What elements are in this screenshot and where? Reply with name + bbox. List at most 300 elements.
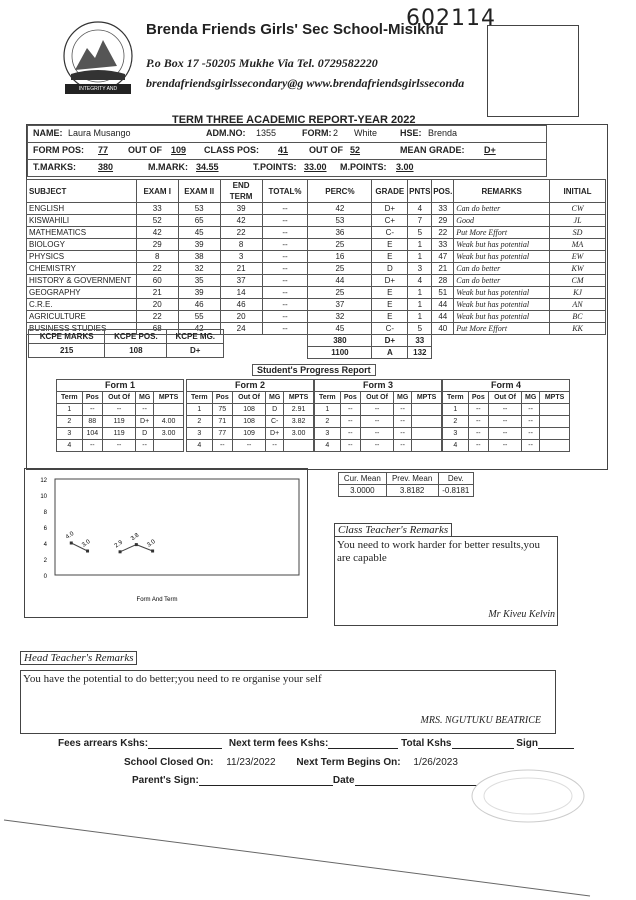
handwritten-number: 602114 [406, 6, 496, 31]
percent: 32 [308, 311, 372, 323]
subject-name: AGRICULTURE [27, 311, 137, 323]
progress-cell: 3 [315, 428, 341, 440]
date-label: Date [332, 775, 355, 786]
progress-cell: -- [488, 416, 521, 428]
exam1-score: 22 [136, 311, 178, 323]
logo-motto: INTEGRITY AND STRENGTH [78, 86, 118, 102]
points: 3 [408, 263, 432, 275]
mmark-label: M.MARK: [148, 162, 188, 172]
endterm-score: 46 [220, 299, 262, 311]
parent-sign-row [132, 775, 477, 786]
hse-value: Brenda [428, 128, 458, 138]
progress-cell: -- [266, 440, 284, 452]
remark: Weak but has potential [454, 287, 550, 299]
means-header: Cur. Mean [339, 473, 387, 485]
grade: C+ [372, 215, 408, 227]
remark: Put More Effort [454, 227, 550, 239]
endterm-score: 39 [220, 203, 262, 215]
sign-blank [538, 738, 574, 749]
subject-name: GEOGRAPHY [27, 287, 137, 299]
progress-subheader: Term [187, 392, 213, 404]
y-tick-label: 8 [43, 510, 47, 516]
x-axis-label: Form And Term [136, 597, 178, 603]
class-out-of-label: OUT OF [309, 145, 343, 155]
y-tick-label: 6 [43, 526, 47, 532]
progress-subheader: Pos [340, 392, 360, 404]
adm-label: ADM.NO: [206, 128, 246, 138]
exam1-score: 33 [136, 203, 178, 215]
class-pos-label: CLASS POS: [204, 145, 260, 155]
exam1-score: 29 [136, 239, 178, 251]
sign-label: Sign [516, 738, 538, 749]
progress-subheader: Pos [468, 392, 488, 404]
progress-row [443, 404, 570, 416]
subject-name: BIOLOGY [27, 239, 137, 251]
progress-cell: 3.00 [154, 428, 184, 440]
kcpe-mg: D+ [167, 344, 224, 358]
progress-cell: 88 [82, 416, 102, 428]
class-pos-value: 41 [278, 145, 289, 155]
progress-cell: C- [266, 416, 284, 428]
progress-cell: 77 [212, 428, 232, 440]
percent: 25 [308, 263, 372, 275]
subject-name: KISWAHILI [27, 215, 137, 227]
subject-row [27, 215, 606, 227]
progress-cell: -- [468, 440, 488, 452]
exam2-score: 42 [178, 323, 220, 335]
subject-row [27, 299, 606, 311]
name-label: NAME: [33, 128, 63, 138]
progress-row [315, 404, 442, 416]
subject-row [27, 263, 606, 275]
mean-grade-label: MEAN GRADE: [400, 145, 465, 155]
data-label: 4.0 [64, 530, 76, 541]
progress-cell: -- [468, 416, 488, 428]
points: 1 [408, 239, 432, 251]
fees-row [58, 738, 574, 749]
data-point [119, 550, 122, 553]
exam2-score: 39 [178, 287, 220, 299]
subject-row [27, 311, 606, 323]
y-tick-label: 4 [43, 542, 47, 548]
progress-cell: 3 [187, 428, 213, 440]
progress-subheader: MG [522, 392, 540, 404]
deviation: -0.8181 [438, 485, 473, 497]
progress-cell: 1 [443, 404, 469, 416]
percent: 44 [308, 275, 372, 287]
progress-cell: 119 [102, 428, 135, 440]
progress-subheader: Out Of [102, 392, 135, 404]
kcpe-header: KCPE POS. [105, 330, 167, 344]
progress-cell: -- [488, 428, 521, 440]
progress-cell: 1 [187, 404, 213, 416]
total-label: Total Kshs [401, 738, 452, 749]
position: 51 [432, 287, 454, 299]
progress-subheader: Out Of [488, 392, 521, 404]
progress-subheader: Term [443, 392, 469, 404]
marks-row [27, 159, 547, 177]
report-title: TERM THREE ACADEMIC REPORT-YEAR 2022 [172, 114, 416, 126]
form-pos-label: FORM POS: [33, 145, 84, 155]
progress-row [443, 428, 570, 440]
total-grade: D+ [372, 335, 408, 347]
endterm-score: 42 [220, 215, 262, 227]
student-name: Laura Musango [68, 128, 131, 138]
exam2-score: 65 [178, 215, 220, 227]
progress-cell: 71 [212, 416, 232, 428]
means-header: Prev. Mean [386, 473, 438, 485]
school-closed-label: School Closed On: [124, 757, 214, 768]
remark: Weak but has potential [454, 251, 550, 263]
progress-subheader: MPTS [540, 392, 570, 404]
progress-row [187, 404, 314, 416]
percent: 25 [308, 239, 372, 251]
progress-cell: 75 [212, 404, 232, 416]
y-tick-label: 2 [43, 558, 47, 564]
grade: C- [372, 227, 408, 239]
progress-row [57, 440, 184, 452]
y-tick-label: 12 [40, 478, 47, 484]
exam2-score: 55 [178, 311, 220, 323]
endterm-score: 22 [220, 227, 262, 239]
progress-cell [284, 440, 314, 452]
progress-cell: -- [102, 404, 135, 416]
exam2-score: 46 [178, 299, 220, 311]
percent: 37 [308, 299, 372, 311]
position-row [27, 142, 547, 160]
progress-cell: 119 [102, 416, 135, 428]
progress-subheader: Out Of [232, 392, 265, 404]
initial: CW [550, 203, 606, 215]
position: 33 [432, 239, 454, 251]
col-header: INITIAL [550, 180, 606, 203]
progress-cell: -- [136, 404, 154, 416]
progress-row [315, 428, 442, 440]
col-header: GRADE [372, 180, 408, 203]
subject-name: CHEMISTRY [27, 263, 137, 275]
progress-cell: 2 [57, 416, 83, 428]
class-teacher-remark: You need to work harder for better results,you are capable [337, 539, 540, 564]
tmarks-value: 380 [98, 162, 114, 172]
progress-subheader: MPTS [154, 392, 184, 404]
progress-cell: 3.00 [284, 428, 314, 440]
col-header: EXAM I [136, 180, 178, 203]
progress-subheader: Pos [212, 392, 232, 404]
progress-cell: -- [522, 428, 540, 440]
progress-subheader: MG [266, 392, 284, 404]
progress-cell: 2 [187, 416, 213, 428]
points: 1 [408, 311, 432, 323]
data-label: 3.8 [130, 532, 141, 543]
position: 47 [432, 251, 454, 263]
kcpe-marks: 215 [29, 344, 105, 358]
progress-form-header: Form 2 [187, 380, 314, 392]
points: 4 [408, 203, 432, 215]
col-header: REMARKS [454, 180, 550, 203]
data-point [86, 550, 89, 553]
overall-grade: A [372, 347, 408, 359]
school-closed-date: 11/23/2022 [226, 757, 276, 768]
progress-row [57, 404, 184, 416]
progress-cell: D+ [266, 428, 284, 440]
progress-form1-table [56, 379, 184, 452]
progress-chart [25, 469, 307, 617]
progress-row [443, 416, 570, 428]
progress-subheader: MG [394, 392, 412, 404]
dates-row [124, 757, 458, 768]
progress-row [443, 440, 570, 452]
remark: Can do better [454, 263, 550, 275]
school-logo [57, 18, 139, 100]
remark: Can do better [454, 275, 550, 287]
initial: KK [550, 323, 606, 335]
progress-cell: -- [360, 428, 393, 440]
progress-row [315, 440, 442, 452]
head-teacher-remark: You have the potential to do better;you need to re organise your self [23, 673, 322, 685]
total-percent: -- [262, 287, 308, 299]
progress-cell: 4 [57, 440, 83, 452]
progress-cell: -- [522, 404, 540, 416]
subject-name: BUSINESS STUDIES [27, 323, 137, 335]
plot-area [55, 479, 299, 575]
total-percent: -- [262, 203, 308, 215]
grade: D+ [372, 275, 408, 287]
tpoints-value: 33.00 [304, 162, 327, 172]
percent: 45 [308, 323, 372, 335]
exam2-score: 32 [178, 263, 220, 275]
exam1-score: 68 [136, 323, 178, 335]
school-email-web: brendafriendsgirlssecondary@g www.brendafriendsgirlsseconda [146, 76, 465, 90]
endterm-score: 20 [220, 311, 262, 323]
class-teacher-title: Class Teacher's Remarks [334, 523, 452, 537]
progress-cell: -- [394, 416, 412, 428]
possible-marks: 1100 [308, 347, 372, 359]
progress-form4-table [442, 379, 570, 452]
position: 21 [432, 263, 454, 275]
col-header: POS. [432, 180, 454, 203]
total-percent: -- [262, 275, 308, 287]
progress-cell [540, 404, 570, 416]
kcpe-table [28, 329, 224, 358]
progress-cell: -- [522, 440, 540, 452]
tmarks-label: T.MARKS: [33, 162, 76, 172]
col-header: EXAM II [178, 180, 220, 203]
progress-cell: -- [360, 404, 393, 416]
class-out-of-value: 52 [350, 145, 361, 155]
grade: E [372, 287, 408, 299]
progress-cell: 4 [187, 440, 213, 452]
next-term-fees-label: Next term fees Kshs: [228, 738, 329, 749]
initial: EW [550, 251, 606, 263]
initial: MA [550, 239, 606, 251]
remark: Can do better [454, 203, 550, 215]
initial: KJ [550, 287, 606, 299]
head-teacher-box [20, 670, 556, 734]
progress-form-header: Form 3 [315, 380, 442, 392]
kcpe-pos: 108 [105, 344, 167, 358]
total-percent: -- [262, 215, 308, 227]
position: 22 [432, 227, 454, 239]
progress-form-header: Form 1 [57, 380, 184, 392]
exam2-score: 45 [178, 227, 220, 239]
initial: SD [550, 227, 606, 239]
grade: C- [372, 323, 408, 335]
progress-cell: 1 [315, 404, 341, 416]
exam1-score: 20 [136, 299, 178, 311]
fees-arrears-blank [148, 738, 222, 749]
progress-cell: 3 [57, 428, 83, 440]
exam2-score: 39 [178, 239, 220, 251]
total-percent: -- [262, 239, 308, 251]
chart-container [24, 468, 308, 618]
endterm-score: 24 [220, 323, 262, 335]
progress-cell: -- [360, 416, 393, 428]
grade: E [372, 251, 408, 263]
total-percent: -- [262, 299, 308, 311]
progress-cell: 4.00 [154, 416, 184, 428]
subject-row [27, 239, 606, 251]
position: 33 [432, 203, 454, 215]
points: 4 [408, 275, 432, 287]
progress-cell: -- [488, 440, 521, 452]
progress-subheader: Term [315, 392, 341, 404]
mpoints-value: 3.00 [396, 162, 414, 172]
subject-name: MATHEMATICS [27, 227, 137, 239]
position: 29 [432, 215, 454, 227]
progress-row [57, 416, 184, 428]
percent: 42 [308, 203, 372, 215]
subject-name: ENGLISH [27, 203, 137, 215]
parent-sign-label: Parent's Sign: [132, 775, 199, 786]
col-header: PERC% [308, 180, 372, 203]
school-address: P.o Box 17 -50205 Mukhe Via Tel. 0729582220 [146, 56, 378, 70]
progress-cell: -- [340, 416, 360, 428]
date-blank [355, 775, 477, 786]
exam1-score: 52 [136, 215, 178, 227]
progress-cell: 108 [232, 404, 265, 416]
progress-cell: -- [82, 404, 102, 416]
class-teacher-signature: Mr Kiveu Kelvin [488, 609, 555, 620]
fees-arrears-label: Fees arrears Kshs: [58, 738, 149, 749]
progress-form2-table [186, 379, 314, 452]
parent-sign-blank [199, 775, 333, 786]
total-marks: 380 [308, 335, 372, 347]
student-info-row [27, 125, 547, 143]
total-percent: -- [262, 323, 308, 335]
progress-cell: 2 [443, 416, 469, 428]
progress-cell: 3 [443, 428, 469, 440]
mpoints-label: M.POINTS: [340, 162, 387, 172]
mean-grade-value: D+ [484, 145, 496, 155]
progress-cell: -- [232, 440, 265, 452]
data-point [151, 550, 154, 553]
exam2-score: 38 [178, 251, 220, 263]
y-tick-label: 0 [43, 574, 47, 580]
points: 1 [408, 299, 432, 311]
progress-cell: 108 [232, 416, 265, 428]
progress-subheader: Term [57, 392, 83, 404]
kcpe-header: KCPE MARKS [29, 330, 105, 344]
form-pos-value: 77 [98, 145, 109, 155]
position: 40 [432, 323, 454, 335]
progress-cell: 4 [443, 440, 469, 452]
progress-cell: 1 [57, 404, 83, 416]
data-label: 3.0 [81, 538, 92, 549]
subject-row [27, 275, 606, 287]
previous-mean: 3.8182 [386, 485, 438, 497]
subjects-header-row [27, 180, 606, 203]
exam1-score: 21 [136, 287, 178, 299]
points: 7 [408, 215, 432, 227]
points: 1 [408, 251, 432, 263]
exam1-score: 8 [136, 251, 178, 263]
progress-cell [154, 404, 184, 416]
points: 5 [408, 323, 432, 335]
subject-name: PHYSICS [27, 251, 137, 263]
means-header: Dev. [438, 473, 473, 485]
progress-subheader: MPTS [284, 392, 314, 404]
progress-cell [540, 428, 570, 440]
progress-cell [412, 428, 442, 440]
progress-row [315, 416, 442, 428]
endterm-score: 21 [220, 263, 262, 275]
total-percent: -- [262, 263, 308, 275]
initial: JL [550, 215, 606, 227]
next-term-label: Next Term Begins On: [296, 757, 401, 768]
initial: CM [550, 275, 606, 287]
form-value: 2 [333, 128, 339, 138]
progress-subheader: MG [136, 392, 154, 404]
grade: E [372, 311, 408, 323]
subject-row [27, 287, 606, 299]
progress-cell: -- [340, 404, 360, 416]
progress-cell: -- [82, 440, 102, 452]
progress-form-header: Form 4 [443, 380, 570, 392]
progress-subheader: Pos [82, 392, 102, 404]
endterm-score: 3 [220, 251, 262, 263]
data-label: 3.0 [146, 538, 157, 549]
grade: E [372, 299, 408, 311]
tpoints-label: T.POINTS: [253, 162, 297, 172]
progress-cell: -- [102, 440, 135, 452]
y-tick-label: 10 [40, 494, 47, 500]
endterm-score: 37 [220, 275, 262, 287]
percent: 53 [308, 215, 372, 227]
subject-name: C.R.E. [27, 299, 137, 311]
subject-row [27, 203, 606, 215]
next-term-fees-blank [328, 738, 398, 749]
points: 5 [408, 227, 432, 239]
progress-cell: D+ [136, 416, 154, 428]
max-points: 132 [408, 347, 432, 359]
total-blank [452, 738, 514, 749]
mmark-value: 34.55 [196, 162, 219, 172]
class-teacher-box [334, 536, 558, 626]
subject-name: HISTORY & GOVERNMENT [27, 275, 137, 287]
progress-cell [154, 440, 184, 452]
endterm-score: 14 [220, 287, 262, 299]
progress-subheader: MPTS [412, 392, 442, 404]
initial: AN [550, 299, 606, 311]
progress-cell: D [266, 404, 284, 416]
exam2-score: 53 [178, 203, 220, 215]
initial: KW [550, 263, 606, 275]
progress-form3-table [314, 379, 442, 452]
progress-cell: 109 [232, 428, 265, 440]
scan-edge-line [0, 810, 636, 900]
remark: Weak but has potential [454, 299, 550, 311]
progress-cell: D [136, 428, 154, 440]
